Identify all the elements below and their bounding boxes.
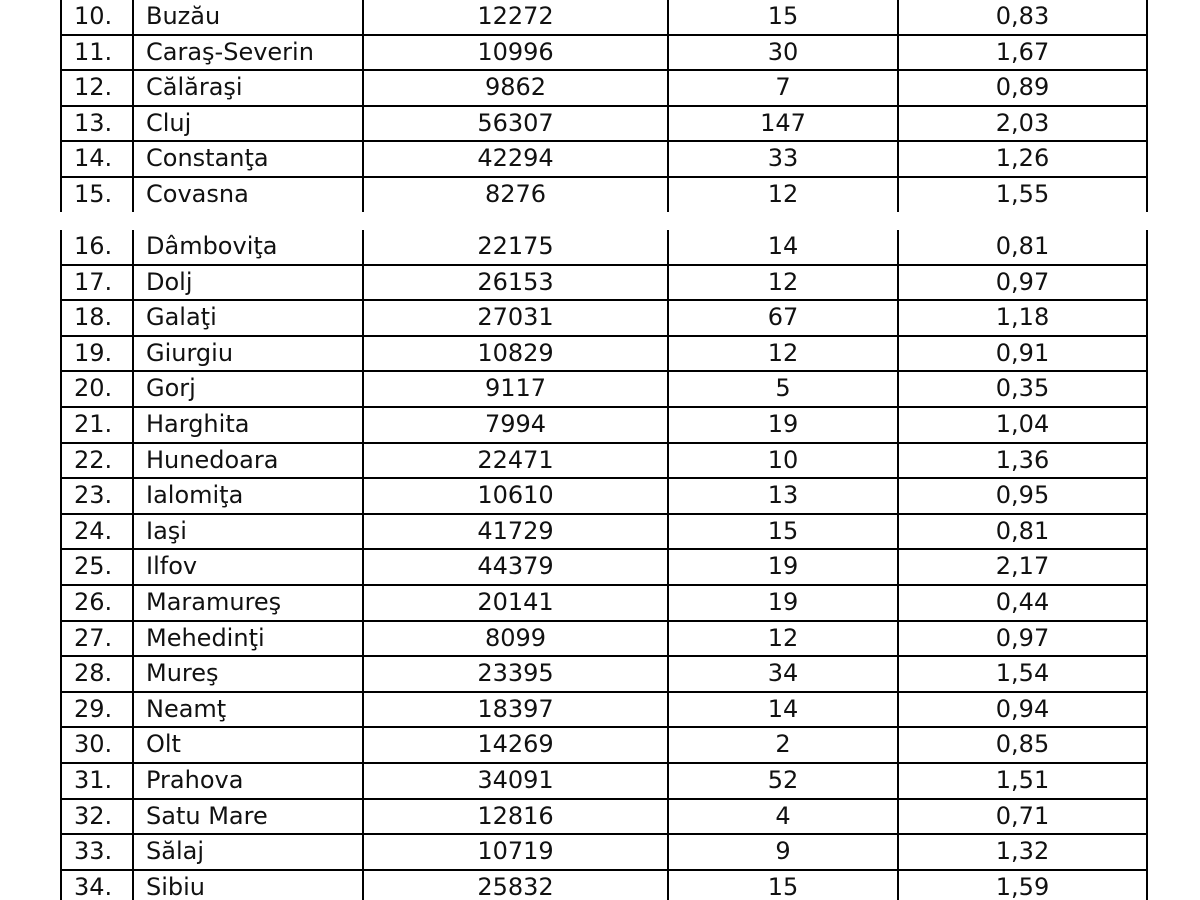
table-row bbox=[61, 70, 1147, 106]
value-col-1: 8099 bbox=[363, 621, 668, 657]
value-col-3: 2,03 bbox=[898, 106, 1147, 142]
value-col-1: 20141 bbox=[363, 585, 668, 621]
value-col-2: 33 bbox=[668, 141, 898, 177]
value-col-1: 8276 bbox=[363, 177, 668, 212]
value-col-2: 2 bbox=[668, 727, 898, 763]
value-col-3: 0,97 bbox=[898, 621, 1147, 657]
row-number: 12. bbox=[61, 70, 133, 106]
value-col-3: 1,54 bbox=[898, 656, 1147, 692]
value-col-2: 15 bbox=[668, 0, 898, 35]
county-name: Gorj bbox=[133, 371, 363, 407]
row-number: 26. bbox=[61, 585, 133, 621]
value-col-2: 14 bbox=[668, 692, 898, 728]
value-col-1: 14269 bbox=[363, 727, 668, 763]
value-col-1: 12272 bbox=[363, 0, 668, 35]
value-col-1: 10610 bbox=[363, 478, 668, 514]
value-col-1: 18397 bbox=[363, 692, 668, 728]
table-row bbox=[61, 371, 1147, 407]
value-col-3: 0,91 bbox=[898, 336, 1147, 372]
county-name: Iaşi bbox=[133, 514, 363, 550]
value-col-2: 13 bbox=[668, 478, 898, 514]
value-col-1: 23395 bbox=[363, 656, 668, 692]
table-row bbox=[61, 407, 1147, 443]
row-number: 13. bbox=[61, 106, 133, 142]
value-col-3: 0,35 bbox=[898, 371, 1147, 407]
county-table-part-2 bbox=[60, 230, 1148, 900]
county-name: Călăraşi bbox=[133, 70, 363, 106]
value-col-2: 19 bbox=[668, 549, 898, 585]
county-name: Dolj bbox=[133, 265, 363, 301]
table-row bbox=[61, 585, 1147, 621]
table-row bbox=[61, 177, 1147, 212]
table-row bbox=[61, 656, 1147, 692]
county-name: Giurgiu bbox=[133, 336, 363, 372]
value-col-1: 12816 bbox=[363, 799, 668, 835]
value-col-2: 147 bbox=[668, 106, 898, 142]
value-col-2: 67 bbox=[668, 300, 898, 336]
county-name: Maramureş bbox=[133, 585, 363, 621]
table-row bbox=[61, 106, 1147, 142]
row-number: 32. bbox=[61, 799, 133, 835]
value-col-3: 1,32 bbox=[898, 834, 1147, 870]
value-col-1: 10719 bbox=[363, 834, 668, 870]
table-row bbox=[61, 141, 1147, 177]
table-row bbox=[61, 336, 1147, 372]
value-col-1: 9862 bbox=[363, 70, 668, 106]
row-number: 31. bbox=[61, 763, 133, 799]
value-col-1: 56307 bbox=[363, 106, 668, 142]
value-col-1: 42294 bbox=[363, 141, 668, 177]
value-col-1: 41729 bbox=[363, 514, 668, 550]
value-col-3: 0,81 bbox=[898, 230, 1147, 265]
value-col-3: 0,94 bbox=[898, 692, 1147, 728]
row-number: 21. bbox=[61, 407, 133, 443]
table-row bbox=[61, 514, 1147, 550]
county-name: Prahova bbox=[133, 763, 363, 799]
value-col-2: 34 bbox=[668, 656, 898, 692]
county-name: Buzău bbox=[133, 0, 363, 35]
table-row bbox=[61, 834, 1147, 870]
county-name: Sibiu bbox=[133, 870, 363, 900]
row-number: 33. bbox=[61, 834, 133, 870]
row-number: 11. bbox=[61, 35, 133, 71]
table-row bbox=[61, 870, 1147, 900]
table-row bbox=[61, 265, 1147, 301]
row-number: 15. bbox=[61, 177, 133, 212]
value-col-1: 9117 bbox=[363, 371, 668, 407]
value-col-2: 12 bbox=[668, 265, 898, 301]
table-row bbox=[61, 549, 1147, 585]
value-col-3: 1,67 bbox=[898, 35, 1147, 71]
value-col-3: 0,83 bbox=[898, 0, 1147, 35]
value-col-1: 26153 bbox=[363, 265, 668, 301]
table-row bbox=[61, 300, 1147, 336]
row-number: 24. bbox=[61, 514, 133, 550]
value-col-2: 52 bbox=[668, 763, 898, 799]
value-col-1: 22175 bbox=[363, 230, 668, 265]
value-col-2: 7 bbox=[668, 70, 898, 106]
county-name: Constanţa bbox=[133, 141, 363, 177]
value-col-1: 27031 bbox=[363, 300, 668, 336]
value-col-2: 10 bbox=[668, 443, 898, 479]
table-row bbox=[61, 763, 1147, 799]
row-number: 29. bbox=[61, 692, 133, 728]
value-col-1: 34091 bbox=[363, 763, 668, 799]
value-col-2: 9 bbox=[668, 834, 898, 870]
value-col-3: 1,26 bbox=[898, 141, 1147, 177]
row-number: 25. bbox=[61, 549, 133, 585]
value-col-2: 30 bbox=[668, 35, 898, 71]
table-row bbox=[61, 692, 1147, 728]
value-col-1: 10996 bbox=[363, 35, 668, 71]
value-col-3: 1,36 bbox=[898, 443, 1147, 479]
row-number: 30. bbox=[61, 727, 133, 763]
county-name: Mureş bbox=[133, 656, 363, 692]
row-number: 18. bbox=[61, 300, 133, 336]
county-name: Dâmboviţa bbox=[133, 230, 363, 265]
table-row bbox=[61, 35, 1147, 71]
county-name: Olt bbox=[133, 727, 363, 763]
value-col-3: 1,18 bbox=[898, 300, 1147, 336]
table-row bbox=[61, 799, 1147, 835]
value-col-3: 0,95 bbox=[898, 478, 1147, 514]
county-name: Cluj bbox=[133, 106, 363, 142]
value-col-3: 0,85 bbox=[898, 727, 1147, 763]
value-col-1: 25832 bbox=[363, 870, 668, 900]
row-number: 16. bbox=[61, 230, 133, 265]
county-name: Sălaj bbox=[133, 834, 363, 870]
value-col-3: 1,04 bbox=[898, 407, 1147, 443]
county-name: Galaţi bbox=[133, 300, 363, 336]
row-number: 20. bbox=[61, 371, 133, 407]
value-col-1: 44379 bbox=[363, 549, 668, 585]
table-row bbox=[61, 230, 1147, 265]
county-name: Hunedoara bbox=[133, 443, 363, 479]
value-col-1: 22471 bbox=[363, 443, 668, 479]
table-row bbox=[61, 621, 1147, 657]
table-row bbox=[61, 0, 1147, 35]
value-col-3: 0,71 bbox=[898, 799, 1147, 835]
value-col-2: 12 bbox=[668, 177, 898, 212]
value-col-3: 0,44 bbox=[898, 585, 1147, 621]
value-col-2: 12 bbox=[668, 336, 898, 372]
value-col-3: 1,55 bbox=[898, 177, 1147, 212]
county-name: Covasna bbox=[133, 177, 363, 212]
table-row bbox=[61, 443, 1147, 479]
row-number: 10. bbox=[61, 0, 133, 35]
county-name: Mehedinţi bbox=[133, 621, 363, 657]
value-col-3: 1,59 bbox=[898, 870, 1147, 900]
value-col-3: 0,97 bbox=[898, 265, 1147, 301]
value-col-2: 4 bbox=[668, 799, 898, 835]
row-number: 22. bbox=[61, 443, 133, 479]
county-name: Caraş-Severin bbox=[133, 35, 363, 71]
value-col-2: 19 bbox=[668, 407, 898, 443]
row-number: 34. bbox=[61, 870, 133, 900]
county-name: Ilfov bbox=[133, 549, 363, 585]
value-col-2: 15 bbox=[668, 514, 898, 550]
county-name: Harghita bbox=[133, 407, 363, 443]
value-col-1: 7994 bbox=[363, 407, 668, 443]
value-col-2: 14 bbox=[668, 230, 898, 265]
value-col-3: 2,17 bbox=[898, 549, 1147, 585]
value-col-2: 19 bbox=[668, 585, 898, 621]
value-col-2: 5 bbox=[668, 371, 898, 407]
value-col-1: 10829 bbox=[363, 336, 668, 372]
county-name: Neamţ bbox=[133, 692, 363, 728]
value-col-3: 1,51 bbox=[898, 763, 1147, 799]
value-col-3: 0,81 bbox=[898, 514, 1147, 550]
table-row bbox=[61, 727, 1147, 763]
county-table-part-1 bbox=[60, 0, 1148, 212]
row-number: 17. bbox=[61, 265, 133, 301]
row-number: 19. bbox=[61, 336, 133, 372]
value-col-3: 0,89 bbox=[898, 70, 1147, 106]
row-number: 23. bbox=[61, 478, 133, 514]
table-body bbox=[61, 230, 1147, 900]
county-name: Satu Mare bbox=[133, 799, 363, 835]
row-number: 27. bbox=[61, 621, 133, 657]
row-number: 14. bbox=[61, 141, 133, 177]
row-number: 28. bbox=[61, 656, 133, 692]
value-col-2: 12 bbox=[668, 621, 898, 657]
value-col-2: 15 bbox=[668, 870, 898, 900]
table-body bbox=[61, 0, 1147, 212]
table-row bbox=[61, 478, 1147, 514]
county-name: Ialomiţa bbox=[133, 478, 363, 514]
